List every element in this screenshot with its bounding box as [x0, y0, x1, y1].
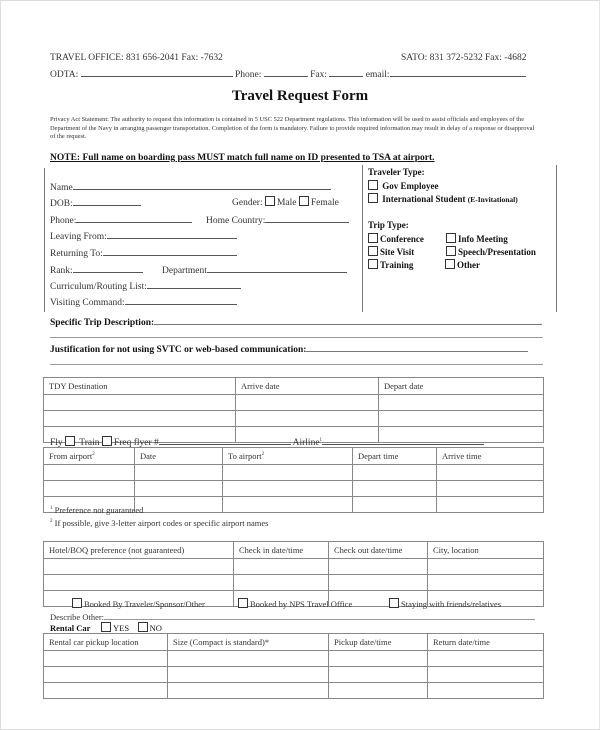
other-checkbox[interactable]	[445, 259, 455, 269]
check-out-header: Check out date/time	[329, 542, 428, 559]
staying-with-friends-label: Staying with friends/relatives	[401, 599, 502, 609]
describe-other-row	[50, 610, 535, 622]
phone-row	[50, 213, 192, 226]
intl-student-suffix: (E-Invitational)	[467, 195, 518, 204]
fly-checkbox[interactable]	[65, 436, 75, 446]
rank-row	[50, 263, 143, 276]
curriculum-field[interactable]	[147, 279, 241, 289]
name-field[interactable]	[73, 180, 331, 190]
table-row	[44, 559, 544, 575]
info-meeting-label: Info Meeting	[458, 234, 508, 244]
intl-student-checkbox[interactable]	[368, 193, 378, 203]
leaving-from-row	[50, 229, 237, 242]
rental-car-row	[50, 622, 162, 633]
table-cell[interactable]	[135, 497, 223, 513]
traveler-phone-label: Phone:	[50, 216, 77, 226]
booked-by-nps-checkbox[interactable]	[238, 598, 248, 608]
justification-field[interactable]	[306, 342, 528, 352]
booking-option-nps	[238, 598, 352, 609]
tsa-name-note: NOTE: Full name on boarding pass MUST match full name on ID presented to TSA at airport.	[50, 153, 435, 163]
table-header-row	[44, 634, 544, 651]
table-cell[interactable]	[428, 683, 544, 699]
email-label: email:	[365, 70, 390, 80]
justification-label: Justification for not using SVTC or web-based communication:	[50, 345, 307, 355]
odta-field[interactable]	[81, 67, 233, 77]
gov-employee-checkbox[interactable]	[368, 180, 378, 190]
sato-contact: SATO: 831 372-5232 Fax: -4682	[401, 53, 527, 63]
rental-yes-checkbox[interactable]	[101, 622, 111, 632]
check-in-header: Check in date/time	[234, 542, 329, 559]
justification-line-2[interactable]	[50, 364, 543, 365]
returning-to-row	[50, 246, 237, 259]
describe-other-field[interactable]	[104, 610, 535, 620]
describe-other-label: Describe Other:	[50, 612, 105, 622]
visiting-command-row	[50, 295, 237, 308]
dob-row	[50, 196, 141, 209]
table-cell[interactable]	[44, 651, 168, 667]
gov-employee-label: Gov Employee	[382, 181, 439, 191]
home-country-field[interactable]	[265, 213, 349, 223]
trip-type-info-meeting	[446, 233, 508, 244]
train-label: Train	[79, 438, 100, 448]
table-cell[interactable]	[44, 667, 168, 683]
trip-type-heading: Trip Type:	[368, 220, 409, 230]
table-cell[interactable]	[44, 683, 168, 699]
table-cell[interactable]	[437, 497, 544, 513]
curriculum-label: Curriculum/Routing List:	[50, 282, 147, 292]
footnote-2: $^2$ If possible, give 3-letter airport codes or specific airport names	[50, 518, 269, 528]
freq-flyer-label: Freq flyer #	[113, 438, 159, 448]
city-location-header: City, location	[428, 542, 544, 559]
table-cell[interactable]	[223, 481, 353, 497]
table-cell[interactable]	[379, 395, 544, 411]
table-cell[interactable]	[135, 481, 223, 497]
table-cell[interactable]	[223, 465, 353, 481]
table-cell[interactable]	[353, 465, 437, 481]
arrive-date-header: Arrive date	[236, 378, 379, 395]
table-row	[44, 683, 544, 699]
info-box-divider	[362, 165, 363, 312]
rental-no-label: NO	[149, 623, 162, 633]
training-checkbox[interactable]	[368, 259, 378, 269]
airline-label: Airline	[292, 438, 320, 448]
table-header-row	[44, 542, 544, 559]
site-visit-label: Site Visit	[380, 247, 415, 257]
rental-no-checkbox[interactable]	[138, 622, 148, 632]
to-airport-header: To airport$^2$	[223, 448, 353, 465]
table-cell[interactable]	[135, 465, 223, 481]
table-cell[interactable]	[329, 575, 428, 591]
booked-by-traveler-checkbox[interactable]	[72, 598, 82, 608]
pickup-datetime-header: Pickup date/time	[329, 634, 428, 651]
odta-row	[50, 67, 526, 80]
justification-row	[50, 342, 528, 355]
department-row	[162, 263, 347, 276]
trip-type-speech	[446, 246, 536, 257]
traveler-phone-field[interactable]	[76, 213, 192, 223]
table-row	[44, 481, 544, 497]
booking-option-friends	[389, 598, 501, 609]
info-box-right-line	[556, 165, 557, 312]
name-label: Name	[50, 183, 73, 193]
table-row	[44, 465, 544, 481]
table-cell[interactable]	[329, 667, 428, 683]
leaving-from-label: Leaving From:	[50, 232, 107, 242]
other-label: Other	[457, 260, 480, 270]
table-cell[interactable]	[44, 481, 135, 497]
hotel-preference-header: Hotel/BOQ preference (not guaranteed)	[44, 542, 234, 559]
rank-field[interactable]	[73, 263, 143, 273]
table-cell[interactable]	[428, 575, 544, 591]
name-row	[50, 180, 331, 193]
specific-trip-row	[50, 315, 542, 328]
speech-label: Speech/Presentation	[458, 247, 536, 257]
table-cell[interactable]	[353, 497, 437, 513]
gender-female-label: Female	[310, 198, 339, 208]
depart-time-header: Depart time	[353, 448, 437, 465]
phone-label: Phone:	[235, 70, 262, 80]
trip-type-conference	[368, 233, 424, 244]
info-box-left-line	[44, 168, 45, 312]
table-cell[interactable]	[44, 411, 236, 427]
table-cell[interactable]	[236, 395, 379, 411]
table-cell[interactable]	[234, 575, 329, 591]
table-cell[interactable]	[44, 395, 236, 411]
department-field[interactable]	[207, 263, 347, 273]
table-cell[interactable]	[234, 559, 329, 575]
airline-field[interactable]	[319, 435, 484, 445]
table-row	[44, 575, 544, 591]
flight-table	[43, 447, 544, 513]
footnote-1: $^1$ Preference not guaranteed	[50, 505, 144, 515]
table-cell[interactable]	[44, 559, 234, 575]
table-cell[interactable]	[353, 481, 437, 497]
dob-label: DOB:	[50, 199, 73, 209]
rental-table	[43, 633, 544, 699]
pickup-location-header: Rental car pickup location	[44, 634, 168, 651]
department-label: Department	[162, 266, 207, 276]
table-row	[44, 411, 544, 427]
table-cell[interactable]	[168, 651, 329, 667]
table-cell[interactable]	[44, 575, 234, 591]
gender-male-label: Male	[276, 198, 297, 208]
site-visit-checkbox[interactable]	[368, 246, 378, 256]
trip-type-other	[445, 259, 480, 270]
booked-by-traveler-label: Booked By Traveler/Sponsor/Other	[84, 599, 205, 609]
table-cell[interactable]	[223, 497, 353, 513]
returning-to-label: Returning To:	[50, 249, 103, 259]
conference-label: Conference	[380, 234, 424, 244]
odta-fax-field[interactable]	[329, 67, 363, 77]
dob-field[interactable]	[73, 196, 141, 206]
airline-footnote-mark: 1	[319, 438, 323, 443]
table-cell[interactable]	[437, 465, 544, 481]
table-header-row	[44, 378, 544, 395]
table-header-row	[44, 448, 544, 465]
table-cell[interactable]	[329, 683, 428, 699]
table-cell[interactable]	[44, 465, 135, 481]
travel-office-contact: TRAVEL OFFICE: 831 656-2041 Fax: -7632	[50, 53, 223, 63]
specific-trip-label: Specific Trip Description:	[50, 318, 155, 328]
trip-type-site-visit	[368, 246, 414, 257]
arrive-time-header: Arrive time	[437, 448, 544, 465]
specific-trip-line-2[interactable]	[50, 337, 543, 338]
table-cell[interactable]	[428, 559, 544, 575]
table-row	[44, 651, 544, 667]
odta-label: ODTA:	[50, 70, 79, 80]
traveler-type-heading: Traveler Type:	[368, 167, 425, 177]
table-row	[44, 667, 544, 683]
freq-flyer-field[interactable]	[159, 435, 291, 445]
train-checkbox[interactable]	[102, 436, 112, 446]
curriculum-row	[50, 279, 241, 292]
tdy-destination-header: TDY Destination	[44, 378, 236, 395]
info-meeting-checkbox[interactable]	[446, 233, 456, 243]
odta-phone-field[interactable]	[264, 67, 308, 77]
table-cell[interactable]	[168, 683, 329, 699]
speech-checkbox[interactable]	[446, 246, 456, 256]
from-airport-header: From airport$^2$	[44, 448, 135, 465]
table-cell[interactable]	[379, 411, 544, 427]
conference-checkbox[interactable]	[368, 233, 378, 243]
leaving-from-field[interactable]	[107, 229, 237, 239]
privacy-statement: Privacy Act Statement: The authority to request this information is contained in 5 USC 522 Department regulations. This information will be used to assist officials and employees of the Department of the Navy in arranging passenger transportation. Completion of the form is mandatory. Failure to provide required information may result in delay of a response or disapproval of the request.	[50, 116, 535, 141]
training-label: Training	[380, 260, 414, 270]
table-cell[interactable]	[236, 411, 379, 427]
traveler-type-intl	[368, 193, 518, 204]
intl-student-label: International Student	[382, 194, 466, 204]
fly-label: Fly	[50, 438, 63, 448]
tdy-table	[43, 377, 544, 443]
rental-yes-label: YES	[113, 623, 130, 633]
staying-with-friends-checkbox[interactable]	[389, 598, 399, 608]
rental-car-label: Rental Car	[50, 623, 91, 633]
table-cell[interactable]	[428, 667, 544, 683]
specific-trip-field[interactable]	[154, 315, 542, 325]
gender-label: Gender:	[232, 198, 263, 208]
rank-label: Rank:	[50, 266, 73, 276]
fax-label: Fax:	[310, 70, 328, 80]
visiting-command-field[interactable]	[125, 295, 237, 305]
table-row	[44, 395, 544, 411]
returning-to-field[interactable]	[103, 246, 237, 256]
table-cell[interactable]	[437, 481, 544, 497]
home-country-row	[206, 213, 349, 226]
table-cell[interactable]	[329, 651, 428, 667]
odta-email-field[interactable]	[390, 67, 526, 77]
table-cell[interactable]	[428, 651, 544, 667]
visiting-command-label: Visiting Command:	[50, 298, 125, 308]
gender-female-checkbox[interactable]	[299, 196, 309, 206]
home-country-label: Home Country:	[206, 216, 266, 226]
return-datetime-header: Return date/time	[428, 634, 544, 651]
table-cell[interactable]	[329, 559, 428, 575]
depart-date-header: Depart date	[379, 378, 544, 395]
gender-male-checkbox[interactable]	[265, 196, 275, 206]
form-title: Travel Request Form	[231, 88, 369, 104]
table-cell[interactable]	[168, 667, 329, 683]
booked-by-nps-label: Booked by NPS Travel Office	[250, 599, 353, 609]
car-size-header: Size (Compact is standard)*	[168, 634, 329, 651]
date-header: Date	[135, 448, 223, 465]
gender-row	[232, 196, 339, 208]
trip-type-training	[368, 259, 413, 270]
traveler-type-gov	[368, 180, 439, 191]
booking-option-traveler	[72, 598, 205, 609]
